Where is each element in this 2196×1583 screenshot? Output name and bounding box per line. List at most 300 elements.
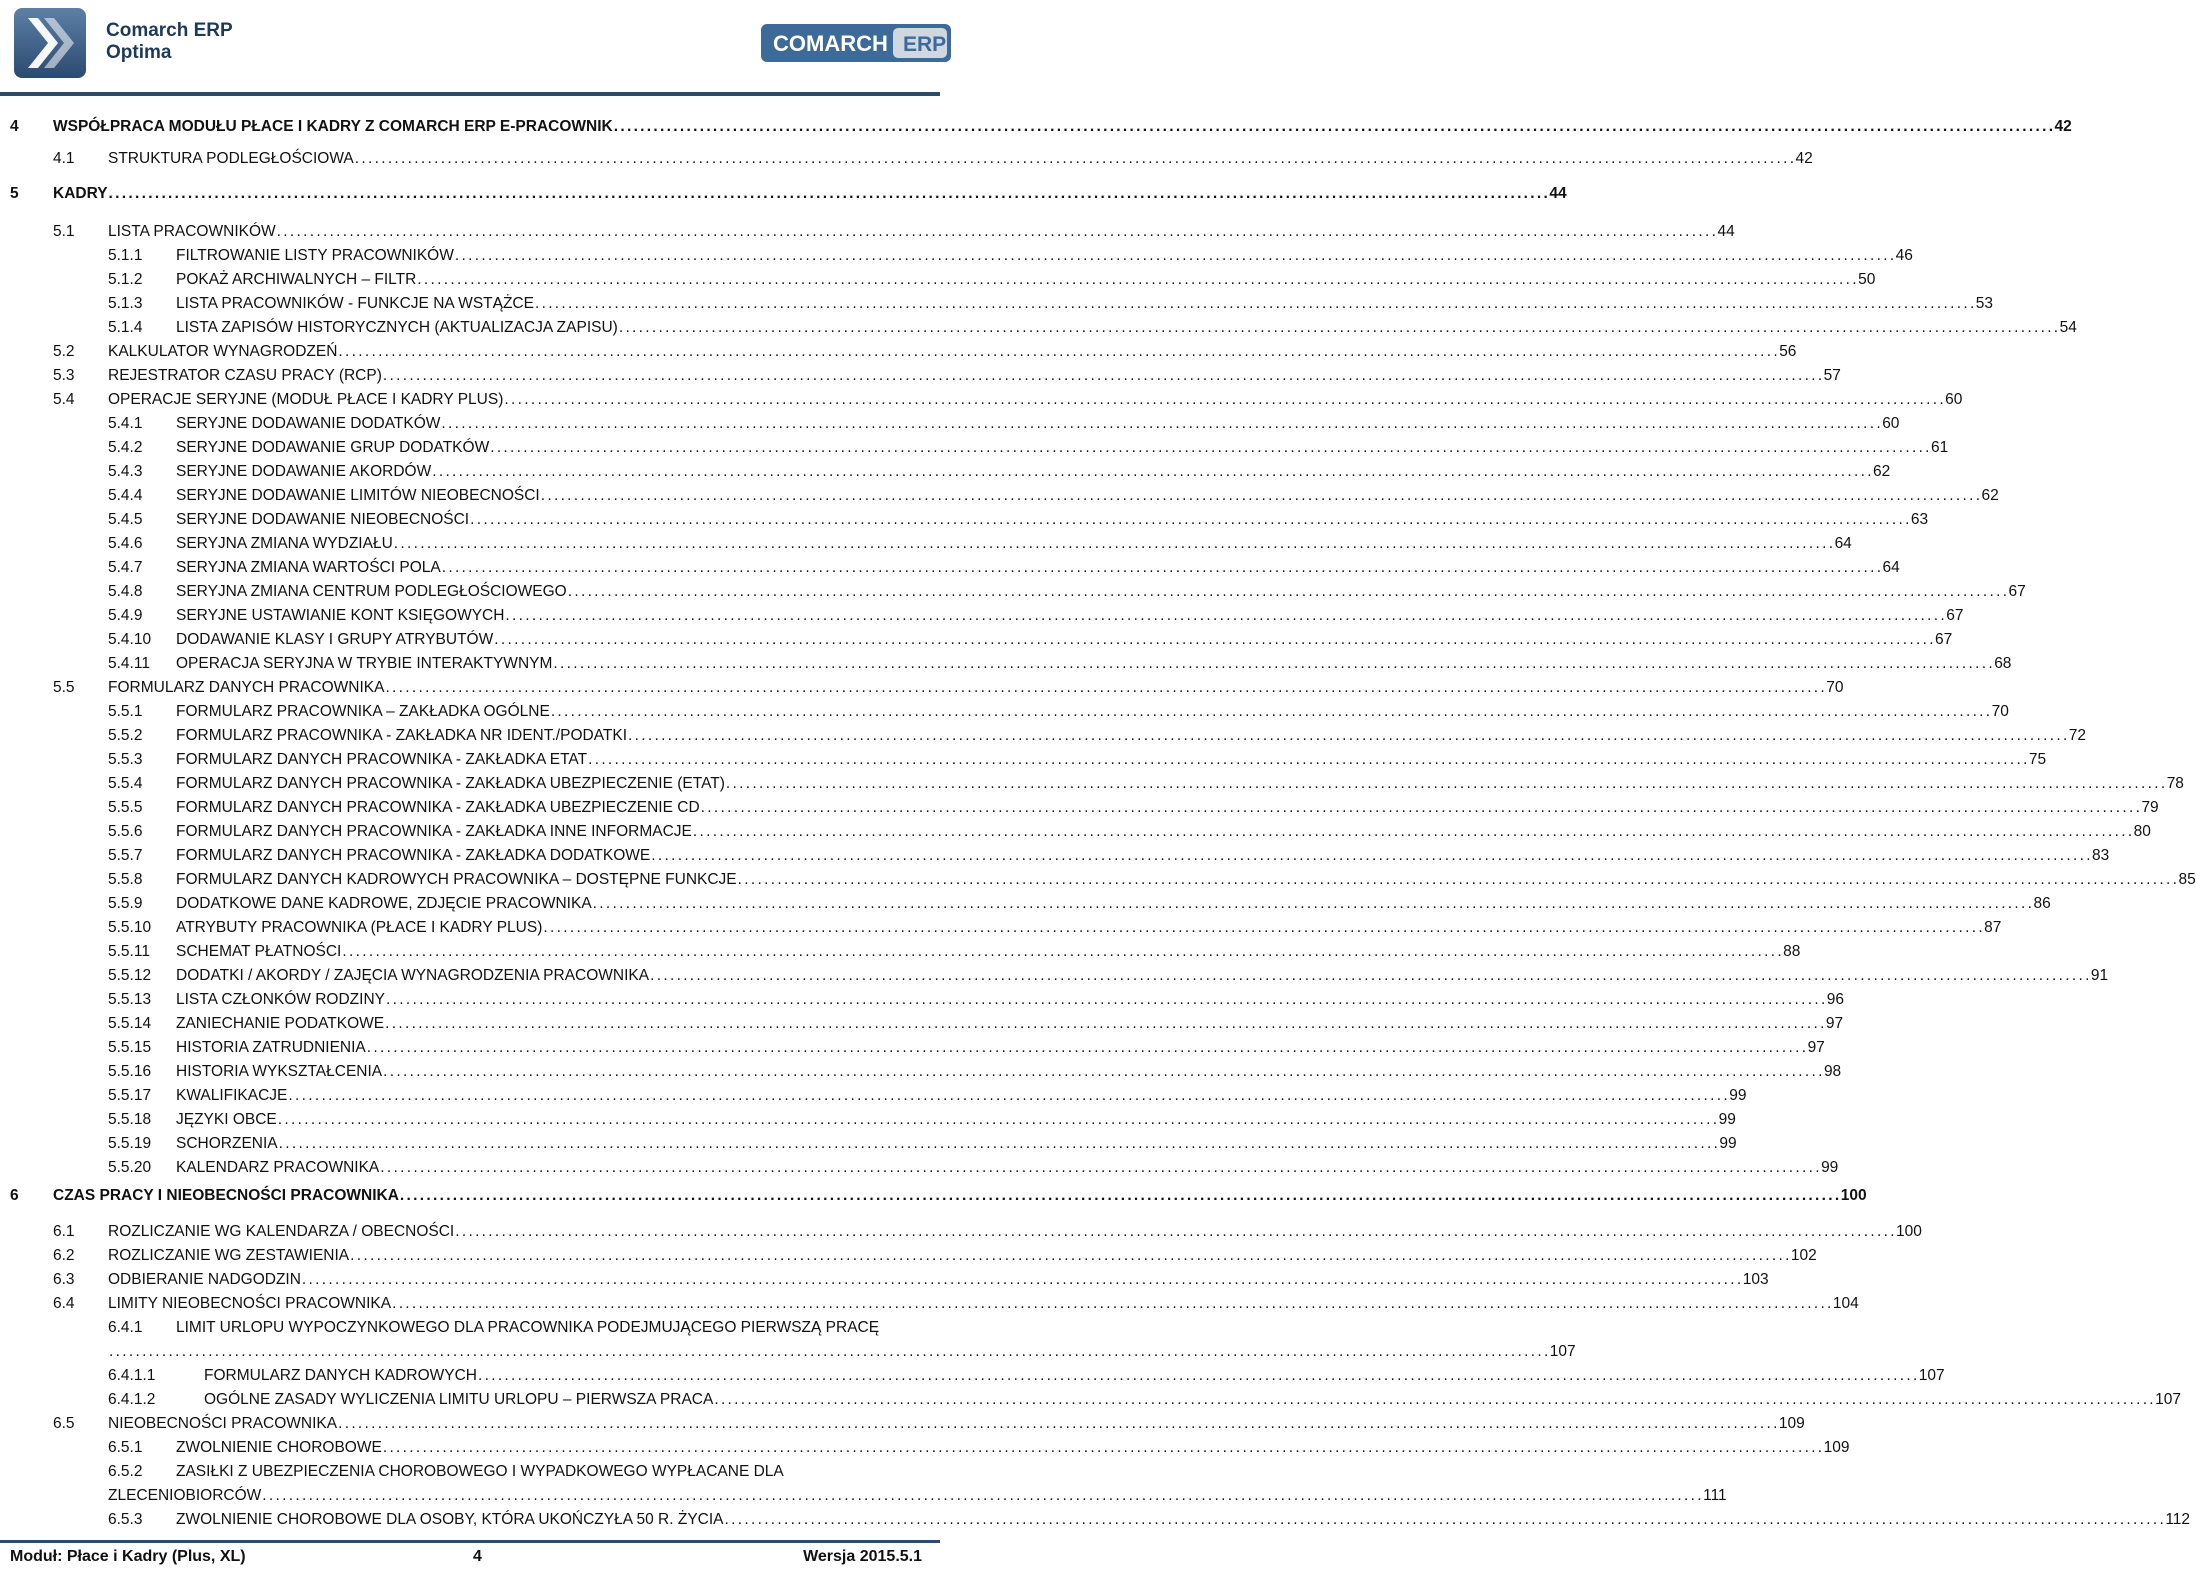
toc-entry-line xyxy=(176,269,1876,291)
toc-entry-number: 5.1.3 xyxy=(108,295,143,312)
toc-entry-title: LISTA PRACOWNIKÓW xyxy=(108,223,276,240)
toc-dot-leader xyxy=(338,1413,1778,1435)
toc-entry-line xyxy=(176,941,1801,963)
toc-entry-number: 5.4.3 xyxy=(108,463,143,480)
toc-entry-title-line-2: ZLECENIOBIORCÓW xyxy=(108,1487,262,1504)
toc-entry-number: 6.5.3 xyxy=(108,1511,143,1528)
toc-entry[interactable] xyxy=(0,317,2077,339)
toc-entry-number: 5.5.20 xyxy=(108,1159,152,1176)
toc-entry-line xyxy=(176,557,1900,579)
toc-entry[interactable] xyxy=(0,917,2002,939)
toc-entry-title: ZWOLNIENIE CHOROBOWE DLA OSOBY, KTÓRA UKOŃCZYŁA 50 R. ŻYCIA xyxy=(176,1511,724,1528)
toc-entry-title: SERYJNE USTAWIANIE KONT KSIĘGOWYCH xyxy=(176,607,505,624)
comarch-erp-optima-logo-icon xyxy=(14,8,86,78)
toc-entry-number: 5.4.9 xyxy=(108,607,143,624)
toc-entry-number: 5.5.14 xyxy=(108,1015,152,1032)
toc-entry[interactable] xyxy=(0,1461,1727,1504)
toc-entry[interactable] xyxy=(0,605,1964,627)
toc-entry-line xyxy=(108,1245,1817,1267)
toc-entry-page: 44 xyxy=(1549,185,1567,202)
toc-entry-title: KADRY xyxy=(53,185,108,202)
toc-entry[interactable] xyxy=(0,1245,1817,1267)
toc-entry-page: 54 xyxy=(2059,319,2077,336)
toc-entry[interactable] xyxy=(0,365,1841,387)
toc-entry-title: LIMIT URLOPU WYPOCZYNKOWEGO DLA PRACOWNIKA PODEJMUJĄCEGO PIERWSZĄ PRACĘ xyxy=(176,1319,880,1336)
toc-entry-page: 107 xyxy=(1549,1343,1576,1360)
toc-dot-leader xyxy=(394,533,1834,555)
toc-entry-title: FORMULARZ DANYCH PRACOWNIKA xyxy=(108,679,385,696)
toc-entry[interactable] xyxy=(0,183,1567,205)
toc-entry-page: 72 xyxy=(2068,727,2087,744)
toc-entry-title: KALKULATOR WYNAGRODZEŃ xyxy=(108,343,338,360)
toc-entry-number: 6.5.2 xyxy=(108,1463,143,1480)
toc-entry-page: 79 xyxy=(2141,799,2159,816)
toc-entry[interactable] xyxy=(0,941,1801,963)
toc-entry[interactable] xyxy=(0,485,1999,507)
toc-entry-page: 88 xyxy=(1783,943,1801,960)
toc-entry-line xyxy=(204,1365,1945,1387)
toc-dot-leader xyxy=(109,183,1549,205)
toc-entry-continuation xyxy=(108,1485,1727,1507)
toc-entry-title: KALENDARZ PRACOWNIKA xyxy=(176,1159,380,1176)
toc-entry-number: 5.5.4 xyxy=(108,775,143,792)
toc-entry-line xyxy=(176,1013,1844,1035)
toc-dot-leader xyxy=(628,725,2068,747)
toc-entry-line xyxy=(108,1293,1859,1315)
toc-dot-leader xyxy=(417,269,1857,291)
toc-entry-number: 5.4.6 xyxy=(108,535,143,552)
toc-entry[interactable] xyxy=(0,293,1994,315)
toc-entry[interactable] xyxy=(0,965,2109,987)
toc-entry[interactable] xyxy=(0,437,1949,459)
toc-dot-leader xyxy=(650,965,2090,987)
toc-entry-line xyxy=(176,461,1891,483)
toc-entry-page: 63 xyxy=(1910,511,1929,528)
toc-entry-title: SERYJNE DODAWANIE GRUP DODATKÓW xyxy=(176,439,490,456)
toc-entry-page: 75 xyxy=(2028,751,2047,768)
toc-entry-page: 99 xyxy=(1719,1135,1737,1152)
toc-entry-page: 56 xyxy=(1779,343,1797,360)
toc-entry-line xyxy=(176,437,1949,459)
toc-entry-number: 5.5.3 xyxy=(108,751,143,768)
toc-entry-number: 5.5.5 xyxy=(108,799,143,816)
toc-dot-leader xyxy=(442,557,1882,579)
toc-entry-page: 86 xyxy=(2033,895,2051,912)
toc-entry-line xyxy=(108,148,1813,170)
toc-dot-leader xyxy=(725,1509,2165,1531)
toc-entry-line xyxy=(176,413,1900,435)
toc-dot-leader xyxy=(651,845,2091,867)
toc-dot-leader xyxy=(714,1389,2154,1411)
toc-entry-page: 97 xyxy=(1807,1039,1825,1056)
toc-dot-leader xyxy=(568,581,2008,603)
toc-entry-number: 6 xyxy=(10,1187,19,1204)
toc-dot-leader xyxy=(279,1133,1719,1155)
toc-entry-page: 98 xyxy=(1823,1063,1842,1080)
toc-entry-line xyxy=(176,653,2012,675)
toc-entry-title: ZANIECHANIE PODATKOWE xyxy=(176,1015,385,1032)
toc-entry-title: CZAS PRACY I NIEOBECNOŚCI PRACOWNIKA xyxy=(53,1187,399,1204)
toc-entry-page: 57 xyxy=(1823,367,1841,384)
toc-entry-line xyxy=(176,245,1913,267)
toc-entry-number: 5.3 xyxy=(53,367,75,384)
comarch-logo-badge: ERP xyxy=(903,33,947,56)
toc-entry[interactable] xyxy=(0,845,2110,867)
toc-entry-page: 91 xyxy=(2090,967,2109,984)
toc-entry[interactable] xyxy=(0,677,1844,699)
toc-entry[interactable] xyxy=(0,629,1953,651)
toc-entry-number: 5.5.17 xyxy=(108,1087,152,1104)
toc-entry[interactable] xyxy=(0,797,2159,819)
toc-entry-page: 42 xyxy=(2054,118,2072,135)
toc-entry-number: 6.2 xyxy=(53,1247,75,1264)
toc-entry-line xyxy=(176,605,1964,627)
toc-dot-leader xyxy=(738,869,2178,891)
toc-entry-number: 5.4.11 xyxy=(108,655,150,672)
toc-entry-line xyxy=(176,845,2110,867)
toc-dot-leader xyxy=(588,749,2028,771)
toc-entry[interactable] xyxy=(0,1293,1859,1315)
toc-entry[interactable] xyxy=(0,148,1813,170)
toc-entry[interactable] xyxy=(0,1037,1825,1059)
toc-entry[interactable] xyxy=(0,116,2072,138)
toc-entry-number: 5.1.1 xyxy=(108,247,143,264)
toc-entry-line xyxy=(108,1221,1922,1243)
toc-entry-title: DODATKOWE DANE KADROWE, ZDJĘCIE PRACOWNIKA xyxy=(176,895,592,912)
page-header xyxy=(0,0,960,90)
toc-entry[interactable] xyxy=(0,821,2151,843)
toc-entry-title: WSPÓŁPRACA MODUŁU PŁACE I KADRY Z COMARCH ERP E-PRACOWNIK xyxy=(53,118,613,135)
toc-entry-page: 109 xyxy=(1823,1439,1850,1456)
toc-entry-title: FORMULARZ DANYCH KADROWYCH PRACOWNIKA – DOSTĘPNE FUNKCJE xyxy=(176,871,737,888)
toc-entry-line xyxy=(108,221,1735,243)
toc-entry-line xyxy=(204,1389,2181,1411)
toc-entry-title: NIEOBECNOŚCI PRACOWNIKA xyxy=(108,1415,338,1432)
toc-entry-line xyxy=(176,917,2002,939)
toc-entry-line xyxy=(108,1413,1805,1435)
toc-entry-title: OGÓLNE ZASADY WYLICZENIA LIMITU URLOPU – PIERWSZA PRACA xyxy=(204,1391,714,1408)
toc-entry-page: 85 xyxy=(2178,871,2196,888)
toc-entry-title: REJESTRATOR CZASU PRACY (RCP) xyxy=(108,367,382,384)
toc-entry-line xyxy=(176,1037,1825,1059)
toc-entry[interactable] xyxy=(0,749,2047,771)
toc-entry-page: 100 xyxy=(1896,1223,1922,1240)
toc-entry-line xyxy=(176,869,2196,891)
toc-entry-page: 60 xyxy=(1882,415,1900,432)
toc-entry-page: 67 xyxy=(2008,583,2026,600)
toc-dot-leader xyxy=(593,893,2033,915)
toc-entry-title: FILTROWANIE LISTY PRACOWNIKÓW xyxy=(176,247,454,264)
header-divider xyxy=(0,92,940,96)
toc-entry-title: LIMITY NIEOBECNOŚCI PRACOWNIKA xyxy=(108,1295,392,1312)
toc-entry-number: 5.5.13 xyxy=(108,991,152,1008)
toc-dot-leader xyxy=(619,317,2059,339)
toc-entry[interactable] xyxy=(0,1365,1945,1387)
toc-entry-line xyxy=(176,989,1845,1011)
toc-entry-page: 62 xyxy=(1981,487,1999,504)
toc-dot-leader xyxy=(385,677,1825,699)
toc-entry-title: POKAŻ ARCHIWALNYCH – FILTR xyxy=(176,271,417,288)
toc-entry-line xyxy=(176,1133,1737,1155)
toc-entry-line xyxy=(176,629,1953,651)
toc-entry-page: 50 xyxy=(1858,271,1876,288)
toc-entry[interactable] xyxy=(0,1437,1850,1459)
toc-entry-title: SERYJNA ZMIANA WARTOŚCI POLA xyxy=(176,559,441,576)
toc-entry-page: 44 xyxy=(1717,223,1735,240)
toc-dot-leader xyxy=(302,1269,1742,1291)
toc-entry-line xyxy=(176,701,2009,723)
toc-entry-page: 99 xyxy=(1729,1087,1747,1104)
toc-entry-line xyxy=(176,1509,2191,1531)
toc-entry-line xyxy=(53,1185,1867,1207)
brand-title xyxy=(106,20,233,64)
toc-entry-title: HISTORIA WYKSZTAŁCENIA xyxy=(176,1063,383,1080)
footer-module: Moduł: Płace i Kadry (Plus, XL) xyxy=(10,1548,246,1565)
toc-dot-leader xyxy=(726,773,2166,795)
toc-entry[interactable] xyxy=(0,557,1900,579)
toc-entry-page: 107 xyxy=(1918,1367,1945,1384)
comarch-erp-logo-icon xyxy=(761,24,951,62)
toc-entry-line xyxy=(176,821,2151,843)
toc-entry-number: 5 xyxy=(10,185,19,202)
toc-entry-line xyxy=(108,341,1797,363)
toc-entry[interactable] xyxy=(0,221,1735,243)
toc-entry[interactable] xyxy=(0,1509,2191,1531)
toc-entry-line xyxy=(176,1061,1842,1083)
toc-entry-title: ATRYBUTY PRACOWNIKA (PŁACE I KADRY PLUS) xyxy=(176,919,543,936)
toc-entry-page: 68 xyxy=(1994,655,2012,672)
toc-entry[interactable] xyxy=(0,1389,2181,1411)
toc-dot-leader xyxy=(470,509,1910,531)
toc-entry-page: 107 xyxy=(2155,1391,2181,1408)
toc-entry[interactable] xyxy=(0,1013,1844,1035)
toc-entry-title: LISTA ZAPISÓW HISTORYCZNYCH (AKTUALIZACJA ZAPISU) xyxy=(176,319,618,336)
toc-dot-leader xyxy=(535,293,1975,315)
toc-entry-line xyxy=(176,725,2087,747)
toc-entry-number: 5.1.4 xyxy=(108,319,143,336)
toc-entry-line xyxy=(108,677,1844,699)
toc-dot-leader xyxy=(288,1085,1728,1107)
toc-entry-page: 111 xyxy=(1703,1487,1727,1504)
toc-dot-leader xyxy=(504,389,1944,411)
toc-entry-page: 64 xyxy=(1834,535,1852,552)
toc-entry[interactable] xyxy=(0,1413,1805,1435)
toc-entry-number: 6.3 xyxy=(53,1271,75,1288)
toc-entry[interactable] xyxy=(0,989,1845,1011)
toc-entry-number: 5.5.2 xyxy=(108,727,143,744)
toc-entry[interactable] xyxy=(0,1185,1867,1207)
toc-entry-title: ROZLICZANIE WG ZESTAWIENIA xyxy=(108,1247,350,1264)
toc-entry-page: 67 xyxy=(1946,607,1964,624)
toc-entry-title: ROZLICZANIE WG KALENDARZA / OBECNOŚCI xyxy=(108,1223,455,1240)
toc-entry-title: FORMULARZ PRACOWNIKA – ZAKŁADKA OGÓLNE xyxy=(176,703,550,720)
toc-entry-number: 5.4.1 xyxy=(108,415,143,432)
toc-entry-number: 5.2 xyxy=(53,343,75,360)
toc-entry[interactable] xyxy=(0,893,2051,915)
toc-entry-title: ZASIŁKI Z UBEZPIECZENIA CHOROBOWEGO I WYPADKOWEGO WYPŁACANE DLA xyxy=(176,1463,784,1480)
toc-dot-leader xyxy=(338,341,1778,363)
toc-entry[interactable] xyxy=(0,1061,1842,1083)
toc-entry-line xyxy=(176,533,1852,555)
brand-line-1: Comarch ERP xyxy=(106,20,233,41)
toc-dot-leader xyxy=(383,365,1823,387)
footer-version: Wersja 2015.5.1 xyxy=(803,1548,922,1565)
toc-entry-page: 42 xyxy=(1795,150,1813,167)
toc-entry-line xyxy=(53,183,1567,205)
toc-dot-leader xyxy=(432,461,1872,483)
toc-entry-title: DODAWANIE KLASY I GRUPY ATRYBUTÓW xyxy=(176,631,494,648)
toc-dot-leader xyxy=(441,413,1881,435)
toc-entry-page: 70 xyxy=(1826,679,1844,696)
toc-entry-number: 5.5.7 xyxy=(108,847,143,864)
toc-entry-title: HISTORIA ZATRUDNIENIA xyxy=(176,1039,366,1056)
toc-entry-number: 6.4.1 xyxy=(108,1319,143,1336)
toc-entry-page: 97 xyxy=(1825,1015,1844,1032)
toc-entry-title: JĘZYKI OBCE xyxy=(176,1111,277,1128)
toc-entry[interactable] xyxy=(0,341,1797,363)
toc-dot-leader xyxy=(551,701,1991,723)
toc-dot-leader xyxy=(383,1437,1823,1459)
toc-entry-title: SCHEMAT PŁATNOŚCI xyxy=(176,943,342,960)
toc-entry-title: FORMULARZ DANYCH PRACOWNIKA - ZAKŁADKA INNE INFORMACJE xyxy=(176,823,692,840)
toc-entry-continuation xyxy=(108,1341,1576,1363)
toc-entry-number: 5.4.10 xyxy=(108,631,152,648)
toc-entry-number: 5.5.8 xyxy=(108,871,143,888)
toc-entry-page: 83 xyxy=(2092,847,2110,864)
toc-entry[interactable] xyxy=(0,1269,1769,1291)
toc-entry-page: 62 xyxy=(1873,463,1891,480)
footer-page-number: 4 xyxy=(473,1548,482,1565)
toc-entry-title: SCHORZENIA xyxy=(176,1135,278,1152)
toc-entry-page: 102 xyxy=(1790,1247,1817,1264)
toc-dot-leader xyxy=(278,1109,1718,1131)
toc-entry[interactable] xyxy=(0,533,1852,555)
toc-entry-number: 5.4.4 xyxy=(108,487,143,504)
toc-dot-leader xyxy=(614,116,2054,138)
toc-entry[interactable] xyxy=(0,1317,1576,1360)
toc-dot-leader xyxy=(342,941,1782,963)
toc-dot-leader xyxy=(505,605,1945,627)
toc-entry-number: 5.5.1 xyxy=(108,703,143,720)
toc-entry[interactable] xyxy=(0,461,1891,483)
toc-entry-title: SERYJNA ZMIANA WYDZIAŁU xyxy=(176,535,393,552)
toc-entry-title: FORMULARZ DANYCH KADROWYCH xyxy=(204,1367,477,1384)
toc-entry-page: 112 xyxy=(2165,1511,2191,1528)
toc-entry-line xyxy=(53,116,2072,138)
toc-entry-number: 6.5.1 xyxy=(108,1439,143,1456)
toc-dot-leader xyxy=(355,148,1795,170)
toc-entry-page: 70 xyxy=(1991,703,2009,720)
toc-entry-page: 67 xyxy=(1935,631,1953,648)
toc-entry-line xyxy=(176,893,2051,915)
toc-entry[interactable] xyxy=(0,413,1900,435)
toc-entry-page: 61 xyxy=(1931,439,1949,456)
toc-entry-number: 5.4.5 xyxy=(108,511,143,528)
toc-entry-title: OPERACJE SERYJNE (MODUŁ PŁACE I KADRY PLUS) xyxy=(108,391,504,408)
toc-dot-leader xyxy=(400,1185,1840,1207)
toc-entry-title: LISTA CZŁONKÓW RODZINY xyxy=(176,991,385,1008)
toc-entry-line xyxy=(176,509,1929,531)
toc-entry-page: 60 xyxy=(1945,391,1963,408)
toc-dot-leader xyxy=(392,1293,1832,1315)
toc-entry-page: 99 xyxy=(1821,1159,1839,1176)
toc-entry-page: 87 xyxy=(1984,919,2002,936)
toc-entry-line xyxy=(108,389,1963,411)
toc-dot-leader xyxy=(455,1221,1895,1243)
toc-entry[interactable] xyxy=(0,1109,1736,1131)
toc-entry[interactable] xyxy=(0,581,2026,603)
toc-entry-page: 99 xyxy=(1718,1111,1736,1128)
toc-entry-title: FORMULARZ DANYCH PRACOWNIKA - ZAKŁADKA UBEZPIECZENIE (ETAT) xyxy=(176,775,725,792)
toc-entry-page: 80 xyxy=(2133,823,2151,840)
toc-dot-leader xyxy=(553,653,1993,675)
toc-entry-line xyxy=(176,1437,1850,1459)
toc-entry-title: FORMULARZ DANYCH PRACOWNIKA - ZAKŁADKA UBEZPIECZENIE CD xyxy=(176,799,700,816)
toc-entry-page: 103 xyxy=(1742,1271,1769,1288)
toc-entry[interactable] xyxy=(0,725,2087,747)
toc-entry[interactable] xyxy=(0,509,1929,531)
toc-dot-leader xyxy=(277,221,1717,243)
toc-dot-leader xyxy=(262,1485,1702,1507)
toc-entry[interactable] xyxy=(0,1221,1922,1243)
toc-dot-leader xyxy=(386,989,1826,1011)
toc-dot-leader xyxy=(455,245,1895,267)
toc-entry[interactable] xyxy=(0,701,2009,723)
toc-entry-page: 53 xyxy=(1975,295,1994,312)
toc-entry-number: 5.5.9 xyxy=(108,895,143,912)
toc-entry[interactable] xyxy=(0,1157,1839,1179)
toc-entry[interactable] xyxy=(0,389,1963,411)
toc-entry[interactable] xyxy=(0,869,2196,891)
comarch-logo-word: COMARCH xyxy=(773,31,888,56)
toc-dot-leader xyxy=(701,797,2141,819)
toc-dot-leader xyxy=(541,485,1981,507)
toc-dot-leader xyxy=(543,917,1983,939)
toc-entry[interactable] xyxy=(0,1133,1737,1155)
toc-dot-leader xyxy=(380,1157,1820,1179)
toc-entry-number: 6.4 xyxy=(53,1295,75,1312)
toc-entry-title: FORMULARZ PRACOWNIKA - ZAKŁADKA NR IDENT./PODATKI xyxy=(176,727,627,744)
toc-entry-number: 4.1 xyxy=(53,150,75,167)
toc-entry[interactable] xyxy=(0,1085,1747,1107)
toc-entry-number: 5.5.10 xyxy=(108,919,152,936)
toc-entry[interactable] xyxy=(0,245,1913,267)
toc-entry-line xyxy=(176,1157,1839,1179)
toc-entry-title: KWALIFIKACJE xyxy=(176,1087,288,1104)
toc-entry-title: SERYJNE DODAWANIE AKORDÓW xyxy=(176,463,432,480)
toc-entry-line xyxy=(176,1109,1736,1131)
toc-dot-leader xyxy=(494,629,1934,651)
toc-entry[interactable] xyxy=(0,773,2184,795)
toc-entry[interactable] xyxy=(0,653,2012,675)
toc-entry-page: 64 xyxy=(1882,559,1900,576)
toc-entry-title: FORMULARZ DANYCH PRACOWNIKA - ZAKŁADKA DODATKOWE xyxy=(176,847,651,864)
footer-divider xyxy=(0,1540,940,1543)
toc-entry-number: 5.4 xyxy=(53,391,75,408)
toc-entry-page: 104 xyxy=(1832,1295,1859,1312)
toc-entry-number: 5.5.19 xyxy=(108,1135,152,1152)
toc-entry-line xyxy=(176,797,2159,819)
toc-entry-number: 6.4.1.2 xyxy=(108,1391,156,1408)
toc-entry-number: 5.5.15 xyxy=(108,1039,152,1056)
toc-entry[interactable] xyxy=(0,269,1876,291)
toc-entry-number: 6.1 xyxy=(53,1223,75,1240)
toc-dot-leader xyxy=(490,437,1930,459)
toc-entry-number: 5.5.16 xyxy=(108,1063,152,1080)
toc-entry-number: 5.5.11 xyxy=(108,943,150,960)
toc-entry-number: 5.4.2 xyxy=(108,439,143,456)
toc-entry-line xyxy=(176,317,2077,339)
